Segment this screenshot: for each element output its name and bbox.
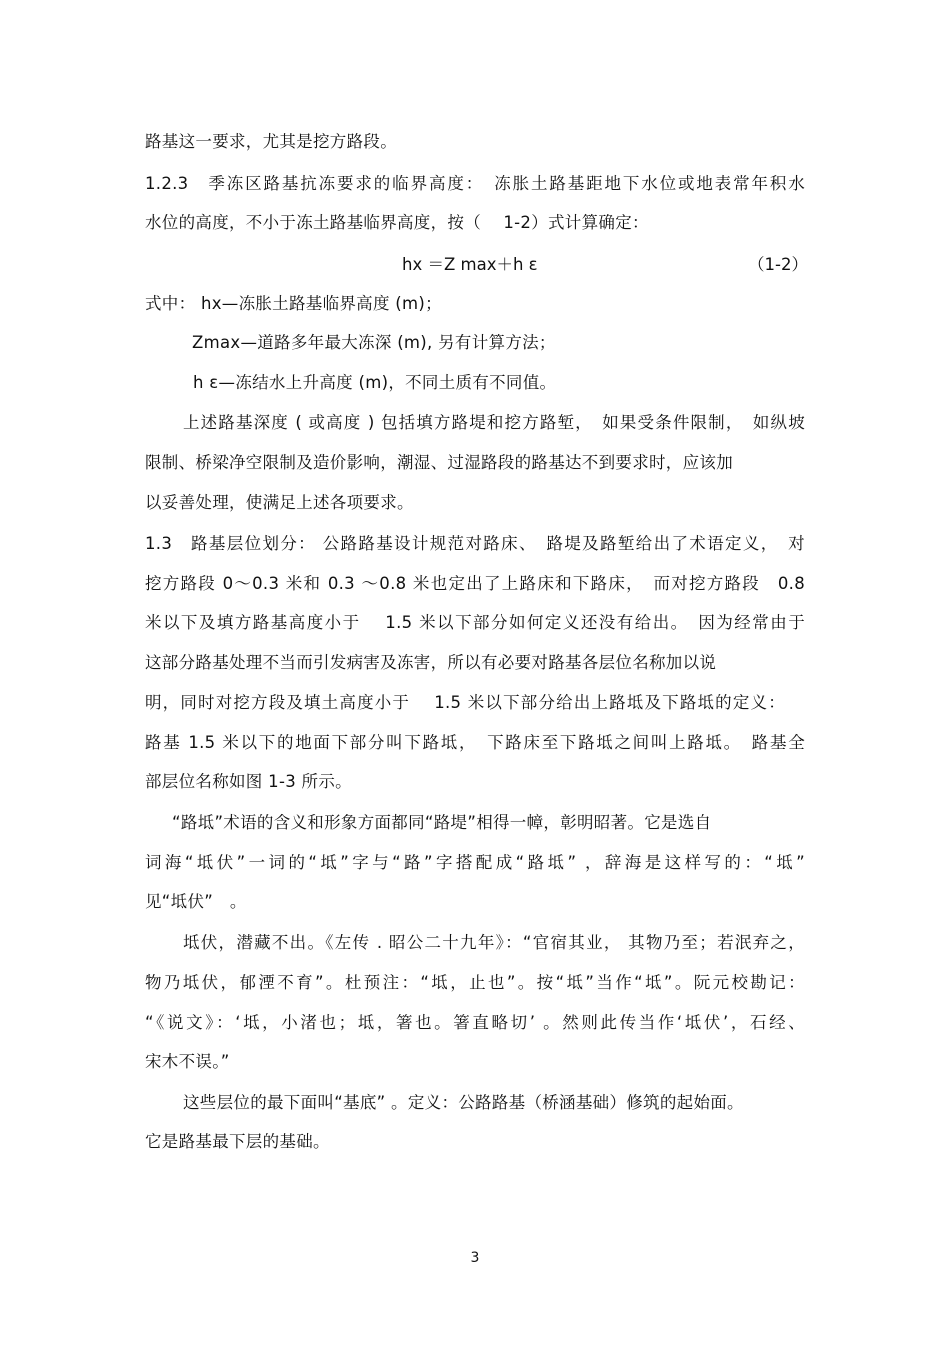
text-line: 米以下及填方路基高度小于 1.5 米以下部分如何定义还没有给出。 因为经常由于 — [145, 613, 805, 632]
text-line: “《说文》：‘坻，小渚也；坻，箸也。箸直略切’ 。然则此传当作‘坻伏’，石经、 — [145, 1013, 805, 1032]
text-line: 1.2.3 季冻区路基抗冻要求的临界高度： 冻胀土路基距地下水位或地表常年积水 — [145, 174, 805, 193]
text-line: 它是路基最下层的基础。 — [145, 1132, 330, 1151]
text-line: 式中： hx—冻胀土路基临界高度 (m)； — [145, 294, 442, 313]
text-line: 明，同时对挖方段及填土高度小于 1.5 米以下部分给出上路坻及下路坻的定义： — [145, 693, 785, 712]
text-line: 挖方路段 0～0.3 米和 0.3 ～0.8 米也定出了上路床和下路床， 而对挖方路段 0.8 — [145, 574, 805, 593]
text-line: 坻伏，潜藏不出。《左传 . 昭公二十九年》：“官宿其业， 其物乃至；若泯弃之， — [183, 933, 805, 952]
text-line: 以妥善处理，使满足上述各项要求。 — [145, 493, 414, 512]
text-line: 1.3 路基层位划分： 公路路基设计规范对路床、 路堤及路堑给出了术语定义， 对 — [145, 534, 805, 553]
text-line: 见“坻伏” 。 — [145, 892, 247, 911]
text-line: 部层位名称如图 1-3 所示。 — [145, 772, 352, 791]
text-line: 水位的高度，不小于冻土路基临界高度，按（ 1-2）式计算确定： — [145, 213, 649, 232]
text-line: 物乃坻伏，郁湮不育”。杜预注：“坻，止也”。按“坻”当作“坻”。阮元校勘记： — [145, 973, 805, 992]
text-line: 词海“坻伏”一词的“坻”字与“路”字搭配成“路坻” ，辞海是这样写的：“坻” — [145, 853, 805, 872]
text-line: “路坻”术语的含义和形象方面都同“路堤”相得一幛，彰明昭著。它是选自 — [172, 813, 712, 832]
text-line: h ε—冻结水上升高度 (m)，不同土质有不同值。 — [193, 373, 557, 392]
text-line: Zmax—道路多年最大冻深 (m), 另有计算方法； — [192, 333, 556, 352]
text-line: 路基 1.5 米以下的地面下部分叫下路坻， 下路床至下路坻之间叫上路坻。 路基全 — [145, 733, 805, 752]
text-line: 这部分路基处理不当而引发病害及冻害，所以有必要对路基各层位名称加以说 — [145, 653, 717, 672]
text-line: 限制、桥梁净空限制及造价影响，潮湿、过湿路段的路基达不到要求时，应该加 — [145, 453, 733, 472]
text-line: 路基这一要求，尤其是挖方路段。 — [145, 132, 397, 151]
text-line: 这些层位的最下面叫“基底” 。定义：公路路基（桥涵基础）修筑的起始面。 — [183, 1093, 744, 1112]
text-line: 上述路基深度 ( 或高度 ) 包括填方路堤和挖方路堑， 如果受条件限制， 如纵坡 — [183, 413, 805, 432]
page-number: 3 — [470, 1250, 480, 1266]
text-line: 宋木不误。” — [145, 1052, 230, 1071]
equation-number: （1-2） — [748, 255, 808, 274]
formula: hx ＝Z max＋h ε — [402, 255, 538, 274]
